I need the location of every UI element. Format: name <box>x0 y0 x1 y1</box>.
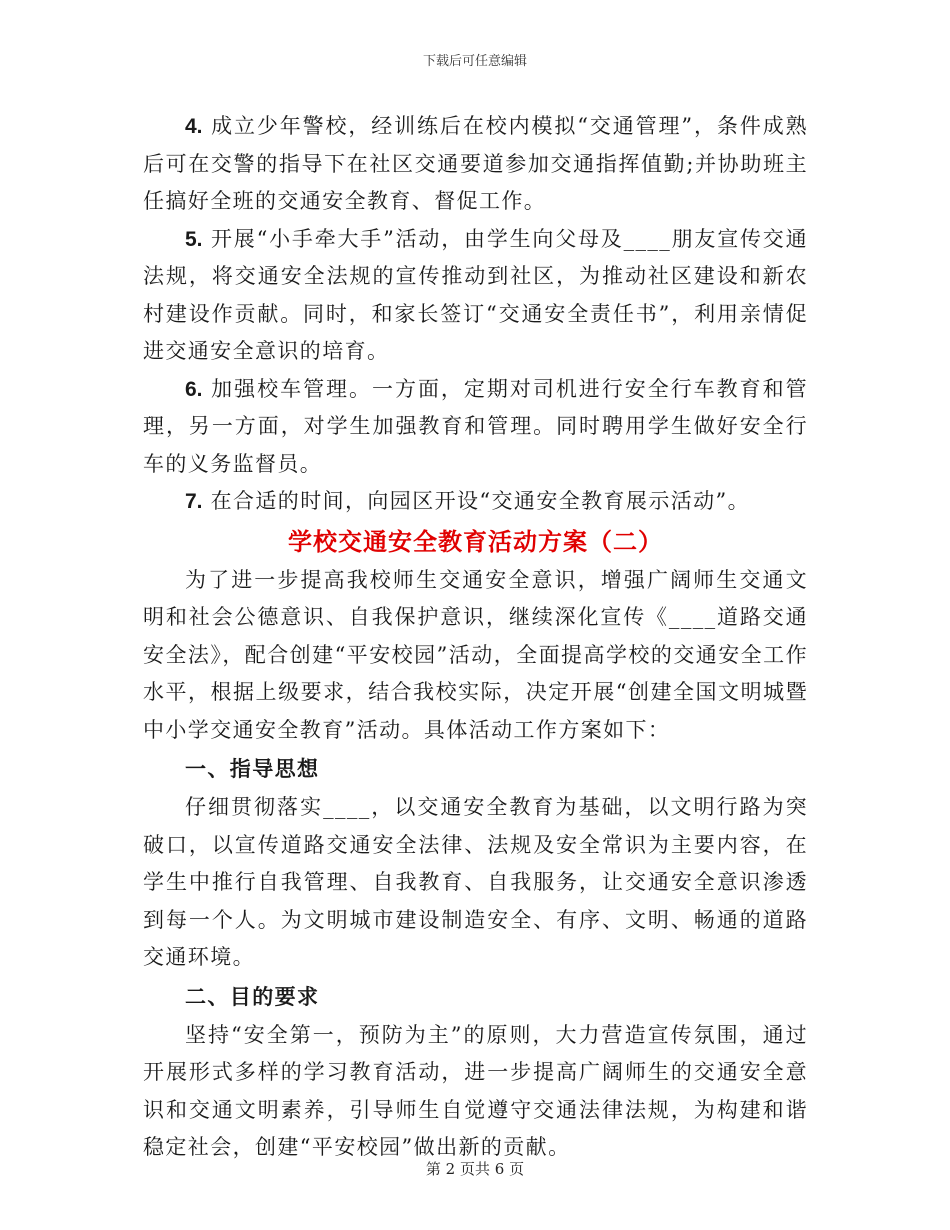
item-text: 成立少年警校，经训练后在校内模拟“交通管理”，条件成熟后可在交警的指导下在社区交通要道参加交通指挥值勤;并协助班主任搞好全班的交通安全教育、督促工作。 <box>143 114 808 213</box>
list-item-6 <box>143 371 808 484</box>
page-header: 下载后可任意编辑 <box>422 54 527 69</box>
section-title: 学校交通安全教育活动方案（二） <box>288 526 663 556</box>
heading-guiding-ideology: 一、指导思想 <box>185 756 320 781</box>
page-footer: 第 2 页共 6 页 <box>425 1160 525 1178</box>
intro-paragraph: 为了进一步提高我校师生交通安全意识，增强广阔师生交通文明和社会公德意识、自我保护意识，继续深化宣传《____道路交通安全法》，配合创建“平安校园”活动，全面提高学校的交通安全工作水平，根据上级要求，结合我校实际，决定开展“创建全国文明城暨中小学交通安全教育”活动。具体活动工作方案如下： <box>143 567 808 742</box>
item-number: 7. <box>185 490 203 513</box>
list-item-7 <box>143 483 808 521</box>
list-item-5 <box>143 221 808 371</box>
item-number: 5. <box>185 227 203 251</box>
item-text: 开展“小手牵大手”活动，由学生向父母及____朋友宣传交通法规，将交通安全法规的宣传推动到社区，为推动社区建设和新农村建设作贡献。同时，和家长签订“交通安全责任书”，利用亲情促进交通安全意识的培育。 <box>143 226 808 363</box>
item-number: 4. <box>185 115 203 138</box>
guiding-ideology-paragraph: 仔细贯彻落实____，以交通安全教育为基础，以文明行路为突破口，以宣传道路交通安全法律、法规及安全常识为主要内容，在学生中推行自我管理、自我教育、自我服务，让交通安全意识渗透到每一个人。为文明城市建设制造安全、有序、文明、畅通的道路交通环境。 <box>143 795 808 969</box>
item-text: 加强校车管理。一方面，定期对司机进行安全行车教育和管理，另一方面，对学生加强教育和管理。同时聘用学生做好安全行车的义务监督员。 <box>143 376 808 476</box>
heading-objectives: 二、目的要求 <box>185 983 320 1009</box>
item-text: 在合适的时间，向园区开设“交通安全教育展示活动”。 <box>202 489 751 513</box>
list-item-4 <box>143 108 808 221</box>
document-body <box>143 108 808 1167</box>
item-number: 6. <box>185 377 203 401</box>
objectives-paragraph: 坚持“安全第一，预防为主”的原则，大力营造宣传氛围，通过开展形式多样的学习教育活动，进一步提高广阔师生的交通安全意识和交通文明素养，引导师生自觉遵守交通法律法规，为构建和谐稳定社会，创建“平安校园”做出新的贡献。 <box>143 1022 808 1159</box>
